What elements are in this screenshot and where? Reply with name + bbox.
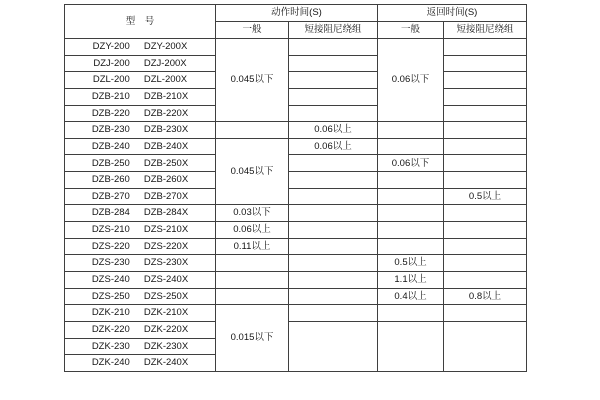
table-row (65, 255, 527, 272)
return-general-cell (378, 321, 444, 371)
table-row (65, 39, 527, 56)
return-short-cell (444, 122, 527, 139)
return-short-cell: 0.8以上 (444, 288, 527, 305)
model-cell: DZS-240 DZS-240X (65, 271, 216, 288)
table-row (65, 205, 527, 222)
table-row (65, 305, 527, 322)
action-short-cell (289, 205, 378, 222)
header-group-row (65, 5, 527, 22)
return-short-cell (444, 205, 527, 222)
return-short-cell (444, 105, 527, 122)
action-short-cell (289, 305, 378, 322)
header-action-general: 一般 (216, 22, 289, 39)
return-short-cell (444, 238, 527, 255)
return-general-cell (378, 205, 444, 222)
model-cell: DZK-210 DZK-210X (65, 305, 216, 322)
model-cell: DZB-260 DZB-260X (65, 172, 216, 189)
return-general-cell: 0.06以下 (378, 155, 444, 172)
model-cell: DZB-284 DZB-284X (65, 205, 216, 222)
return-short-cell (444, 271, 527, 288)
header-return-time-group: 返回时间(S) (378, 5, 527, 22)
model-cell: DZB-230 DZB-230X (65, 122, 216, 139)
return-general-cell: 1.1以上 (378, 271, 444, 288)
header-action-time-group: 动作时间(S) (216, 5, 378, 22)
model-cell: DZS-220 DZS-220X (65, 238, 216, 255)
action-short-cell (289, 321, 378, 371)
action-short-cell (289, 288, 378, 305)
table-row (65, 288, 527, 305)
action-general-cell: 0.015以下 (216, 305, 289, 372)
model-cell: DZB-240 DZB-240X (65, 138, 216, 155)
action-short-cell (289, 105, 378, 122)
model-cell: DZB-250 DZB-250X (65, 155, 216, 172)
action-general-cell: 0.045以下 (216, 138, 289, 205)
action-general-cell (216, 122, 289, 139)
table-row (65, 72, 527, 89)
action-general-cell (216, 255, 289, 272)
table-row (65, 88, 527, 105)
header-model: 型 号 (65, 5, 216, 39)
return-short-cell (444, 39, 527, 56)
action-short-cell (289, 238, 378, 255)
return-short-cell: 0.5以上 (444, 188, 527, 205)
return-short-cell (444, 72, 527, 89)
model-cell: DZY-200 DZY-200X (65, 39, 216, 56)
table-row (65, 271, 527, 288)
model-cell: DZJ-200 DZJ-200X (65, 55, 216, 72)
return-short-cell (444, 321, 527, 371)
table-row (65, 238, 527, 255)
action-short-cell (289, 72, 378, 89)
table-row (65, 155, 527, 172)
return-short-cell (444, 55, 527, 72)
header-return-general: 一般 (378, 22, 444, 39)
return-general-cell (378, 122, 444, 139)
action-short-cell (289, 222, 378, 239)
action-short-cell (289, 188, 378, 205)
action-short-cell: 0.06以上 (289, 138, 378, 155)
model-cell: DZK-220 DZK-220X (65, 321, 216, 338)
return-general-cell (378, 188, 444, 205)
model-cell: DZS-230 DZS-230X (65, 255, 216, 272)
model-cell: DZB-220 DZB-220X (65, 105, 216, 122)
table-row (65, 105, 527, 122)
action-short-cell (289, 271, 378, 288)
model-cell: DZK-230 DZK-230X (65, 338, 216, 355)
return-general-cell: 0.5以上 (378, 255, 444, 272)
table-row (65, 172, 527, 189)
return-short-cell (444, 222, 527, 239)
return-general-cell: 0.4以上 (378, 288, 444, 305)
header-return-short-damping: 短接阻尼绕组 (444, 22, 527, 39)
action-short-cell (289, 172, 378, 189)
model-cell: DZL-200 DZL-200X (65, 72, 216, 89)
table-row (65, 138, 527, 155)
action-short-cell (289, 55, 378, 72)
return-general-cell (378, 138, 444, 155)
table-row (65, 321, 527, 338)
model-cell: DZS-250 DZS-250X (65, 288, 216, 305)
action-short-cell (289, 88, 378, 105)
relay-spec-table (64, 4, 527, 372)
return-general-cell (378, 305, 444, 322)
model-cell: DZK-240 DZK-240X (65, 355, 216, 372)
return-short-cell (444, 172, 527, 189)
table-row (65, 55, 527, 72)
action-general-cell: 0.045以下 (216, 39, 289, 122)
return-general-cell: 0.06以下 (378, 39, 444, 122)
model-cell: DZB-210 DZB-210X (65, 88, 216, 105)
header-action-short-damping: 短接阻尼绕组 (289, 22, 378, 39)
action-short-cell (289, 155, 378, 172)
return-short-cell (444, 155, 527, 172)
table-row (65, 222, 527, 239)
return-general-cell (378, 172, 444, 189)
action-general-cell (216, 271, 289, 288)
return-general-cell (378, 222, 444, 239)
action-general-cell (216, 288, 289, 305)
action-short-cell: 0.06以上 (289, 122, 378, 139)
table-row (65, 122, 527, 139)
action-short-cell (289, 255, 378, 272)
return-general-cell (378, 238, 444, 255)
action-general-cell: 0.06以上 (216, 222, 289, 239)
action-general-cell: 0.11以上 (216, 238, 289, 255)
action-short-cell (289, 39, 378, 56)
return-short-cell (444, 88, 527, 105)
table-row (65, 188, 527, 205)
model-cell: DZS-210 DZS-210X (65, 222, 216, 239)
return-short-cell (444, 255, 527, 272)
return-short-cell (444, 305, 527, 322)
return-short-cell (444, 138, 527, 155)
model-cell: DZB-270 DZB-270X (65, 188, 216, 205)
action-general-cell: 0.03以下 (216, 205, 289, 222)
